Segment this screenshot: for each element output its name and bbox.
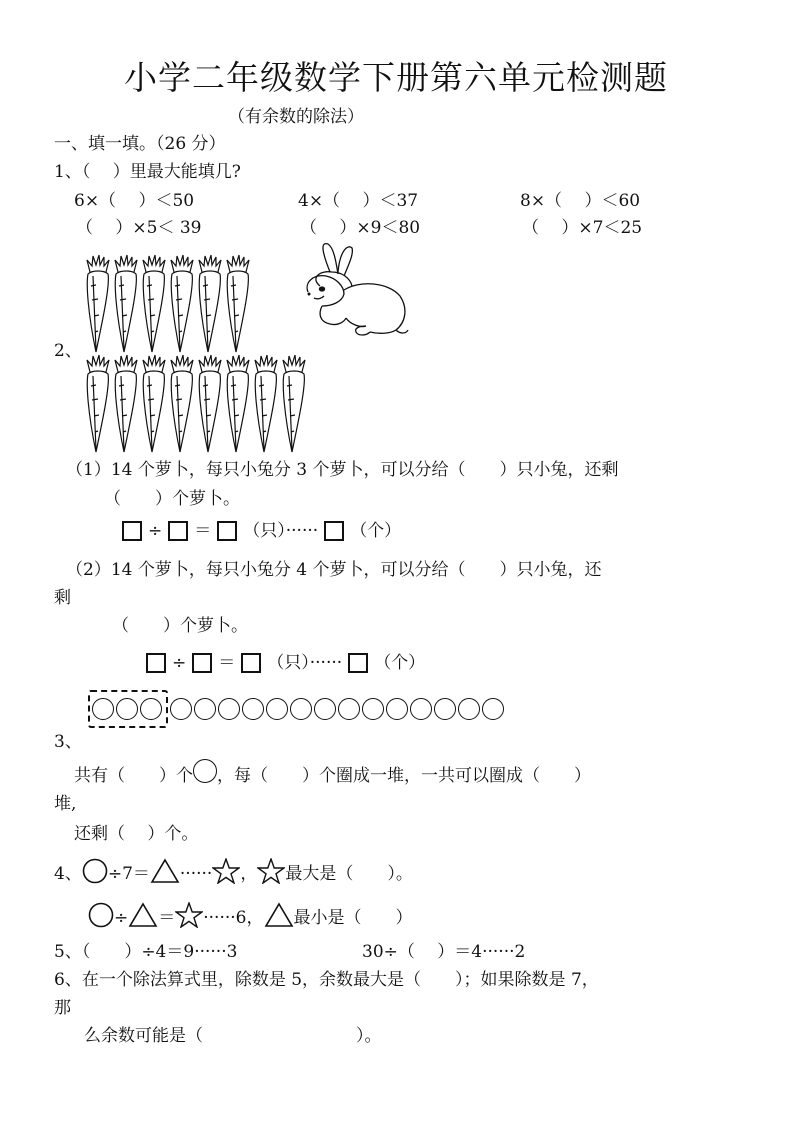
q1-item: 8×（ ）＜60 (520, 191, 641, 211)
circle-icon (242, 698, 264, 720)
carrot-icon (227, 255, 249, 352)
q4-line1: 4、 ÷7＝ ······ ， 最大是（ ）。 (54, 858, 413, 884)
q1-item: 4×（ ）＜37 (298, 191, 419, 211)
circled-group (88, 690, 168, 728)
page-subtitle: （有余数的除法） (228, 107, 364, 127)
answer-box[interactable] (168, 521, 188, 541)
equals-sign: ＝ (218, 653, 236, 673)
q5-a: 5、（ ）÷4＝9······3 (54, 942, 238, 962)
q6-line3: 么余数可能是（ ）。 (84, 1026, 382, 1046)
carrot-icon (171, 255, 193, 352)
q1-item: （ ）×9＜80 (300, 218, 421, 238)
answer-box[interactable] (241, 653, 261, 673)
circle-icon (314, 698, 336, 720)
star-icon (212, 858, 240, 884)
circle-icon (410, 698, 432, 720)
q2-part1-equation (116, 516, 401, 541)
carrot-icon (171, 355, 193, 452)
answer-box[interactable] (324, 521, 344, 541)
rabbit-image (300, 242, 410, 342)
page-title: 小学二年级数学下册第六单元检测题 (124, 58, 668, 97)
answer-box[interactable] (348, 653, 368, 673)
circle-icon (338, 698, 360, 720)
circle-icon (193, 759, 217, 783)
q6-line1: 6、在一个除法算式里，除数是 5，余数最大是（ ）；如果除数是 7， (54, 970, 599, 990)
q2-number: 2、 (54, 341, 82, 361)
q2-part2-equation (140, 648, 425, 673)
circle-icon (194, 698, 216, 720)
circle-icon (92, 698, 114, 720)
carrot-icon (199, 355, 221, 452)
carrot-row-bottom (84, 354, 314, 454)
triangle-icon (264, 902, 294, 928)
q4-line2: ÷ ＝ ······6， 最小是（ ） (88, 902, 413, 928)
carrot-icon (115, 255, 137, 352)
carrot-icon (143, 255, 165, 352)
carrot-icon (143, 355, 165, 452)
answer-box[interactable] (122, 521, 142, 541)
circle-icon (88, 902, 114, 928)
circle-icon (386, 698, 408, 720)
unit-label: （只）······ (243, 521, 319, 541)
carrot-icon (199, 255, 221, 352)
circle-icon (170, 698, 192, 720)
carrot-icon (255, 355, 277, 452)
triangle-icon (150, 858, 180, 884)
q6-line2: 那 (54, 998, 71, 1018)
equals-sign: ＝ (194, 521, 212, 541)
q2-part2-line2: 剩 (54, 588, 71, 608)
q2-part1-line2: （ ）个萝卜。 (104, 489, 240, 509)
carrot-row-top (84, 254, 264, 354)
circle-icon (218, 698, 240, 720)
q2-part2-line3: （ ）个萝卜。 (112, 616, 248, 636)
carrot-icon (227, 355, 249, 452)
circle-icon (458, 698, 480, 720)
circle-row (88, 690, 506, 728)
circle-group (170, 698, 506, 720)
q2-part1-line1: （1）14 个萝卜，每只小兔分 3 个萝卜，可以分给（ ）只小兔，还剩 (66, 460, 619, 480)
circle-icon (482, 698, 504, 720)
answer-box[interactable] (146, 653, 166, 673)
circle-icon (434, 698, 456, 720)
circle-icon (266, 698, 288, 720)
q3-line2: 堆, (54, 794, 77, 814)
circle-icon (290, 698, 312, 720)
carrot-icon (87, 355, 109, 452)
unit-label: （只）······ (267, 653, 343, 673)
q1-label: 1、（ ）里最大能填几? (54, 162, 241, 182)
carrot-icon (283, 355, 305, 452)
q5-b: 30÷（ ）＝4······2 (362, 942, 526, 962)
q3-number: 3、 (54, 732, 82, 752)
triangle-icon (128, 902, 158, 928)
star-icon (257, 858, 285, 884)
q2-part2-line1: （2）14 个萝卜，每只小兔分 4 个萝卜，可以分给（ ）只小兔，还 (66, 560, 602, 580)
circle-icon (82, 858, 108, 884)
star-icon (175, 902, 203, 928)
unit-label: （个） (374, 653, 426, 673)
q1-item: （ ）×7＜25 (522, 218, 643, 238)
carrot-icon (87, 255, 109, 352)
q3-line3: 还剩（ ）个。 (74, 824, 199, 844)
q3-line1: 共有（ ）个 ，每（ ）个圈成一堆，一共可以圈成（ ） (74, 759, 591, 786)
circle-icon (362, 698, 384, 720)
circle-icon (116, 698, 138, 720)
divide-sign: ÷ (148, 521, 163, 541)
circle-icon (140, 698, 162, 720)
unit-label: （个） (350, 521, 402, 541)
divide-sign: ÷ (172, 653, 187, 673)
carrot-icon (115, 355, 137, 452)
q1-item: （ ）×5＜ 39 (76, 218, 202, 238)
answer-box[interactable] (217, 521, 237, 541)
q1-item: 6×（ ）＜50 (74, 191, 195, 211)
section-heading: 一、填一填。（26 分） (54, 134, 226, 154)
answer-box[interactable] (192, 653, 212, 673)
